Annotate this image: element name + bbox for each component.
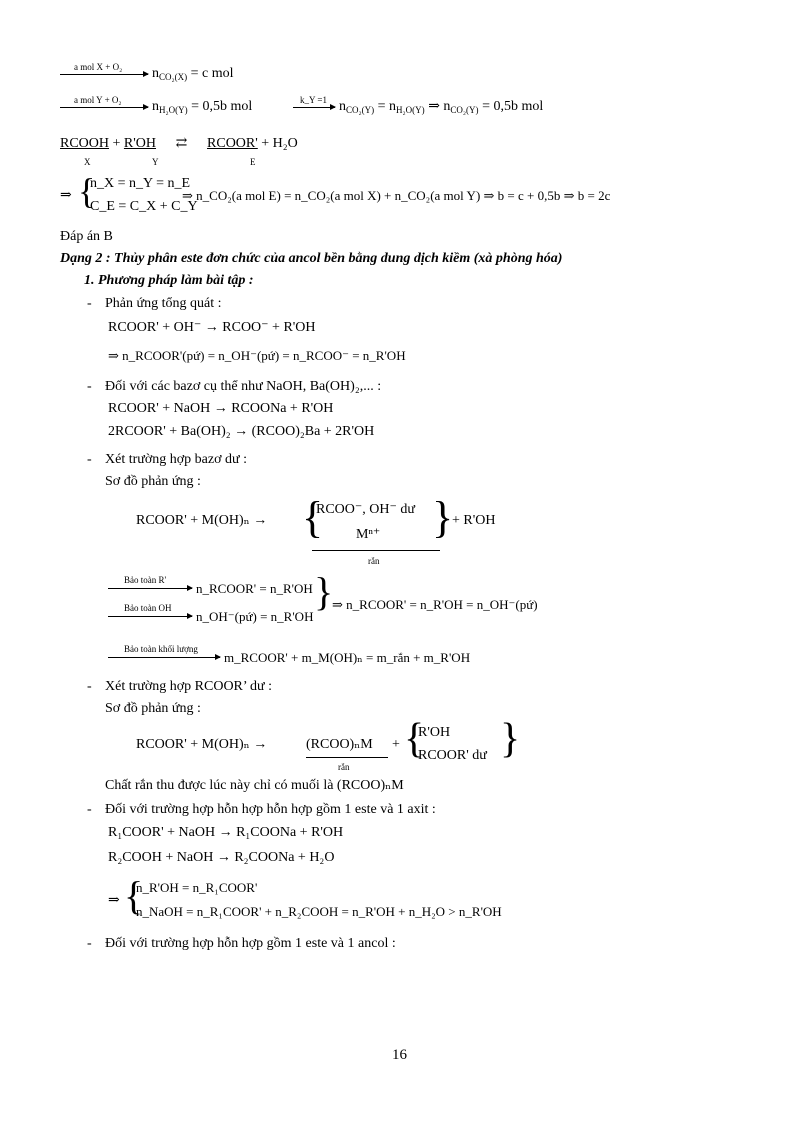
sub-heading: 1. Phương pháp làm bài tập : [84, 273, 254, 288]
equation-line-2a: $n_{H_2O(Y)} = 0,5b$ mol [152, 99, 253, 115]
implies-symbol: ⇒ [108, 893, 120, 908]
equation: ⇒ n_RCOOR'(pứ) = n_OH⁻(pứ) = n_RCOO⁻ = n_R'OH [108, 348, 406, 363]
arrow-label: a mol X + O₂ [74, 62, 123, 72]
bullet-dash: - [87, 679, 92, 694]
equation-line-2b: $n_{CO_2(Y)} = n_{H_2O(Y)}$ ⇒ $n_{CO_2(Y)} = 0,5b$ mol [339, 99, 544, 115]
implies-symbol: ⇒ [60, 188, 72, 203]
reaction-arrow [108, 588, 192, 589]
system-rhs: ⇒ n_CO₂(a mol E) = n_CO₂(a mol X) + n_CO₂(a mol Y) ⇒ b = c + 0,5b ⇒ b = 2c [182, 188, 611, 203]
bullet-dash: - [87, 936, 92, 951]
page-number: 16 [392, 1047, 407, 1063]
arrow-label: Bảo toàn OH [124, 603, 172, 613]
bullet-text: Xét trường hợp RCOOR’ dư : [105, 679, 272, 694]
equation: RCOOR' + OH⁻ → RCOO⁻ + R'OH [108, 320, 316, 335]
bullet-dash: - [87, 802, 92, 817]
bullet-dash: - [87, 379, 92, 394]
brace-left: { [302, 493, 324, 542]
box-row-2: RCOOR' dư [418, 748, 487, 763]
label-y: Y [152, 157, 159, 167]
box-row-2: Mⁿ⁺ [356, 527, 381, 542]
equation: m_RCOOR' + m_M(OH)ₙ = m_rắn + m_R'OH [224, 650, 471, 665]
equation: RCOOR' + M(OH)ₙ → [136, 737, 268, 752]
arrow-label: k_Y =1 [300, 95, 327, 105]
brace-right: } [500, 716, 521, 762]
equation: RCOOR' + M(OH)ₙ → [136, 513, 268, 528]
section-heading: Dạng 2 : Thủy phân este đơn chức của ancol bền bằng dung dịch kiềm (xà phòng hóa) [60, 251, 563, 266]
esterification-equation: RCOOH + R'OH ⇄ RCOOR' + H₂O [60, 136, 298, 151]
underbrace [306, 757, 388, 758]
bullet-text: Phản ứng tổng quát : [105, 296, 222, 311]
label-ran: rắn [368, 556, 380, 566]
box-row-1: RCOO⁻, OH⁻ dư [316, 502, 415, 517]
scheme-label: Sơ đồ phản ứng : [105, 474, 201, 489]
answer-text: Đáp án B [60, 229, 113, 244]
scheme-label: Sơ đồ phản ứng : [105, 701, 201, 716]
equation: n_RCOOR' = n_R'OH [196, 581, 313, 596]
brace-right: } [432, 493, 454, 542]
bullet-text: Đối với các bazơ cụ thể như NaOH, Ba(OH)₂,... : [105, 379, 382, 394]
brace-left: { [404, 716, 425, 762]
arrow-label: Bảo toàn R' [124, 575, 167, 585]
system-row-2: C_E = C_X + C_Y [90, 199, 198, 214]
reaction-arrow [293, 107, 335, 108]
arrow-label: a mol Y + O₂ [74, 95, 122, 105]
bullet-dash: - [87, 452, 92, 467]
bullet-dash: - [87, 296, 92, 311]
label-ran: rắn [338, 762, 350, 772]
brace-left: { [124, 873, 144, 918]
equation: 2RCOOR' + Ba(OH)₂ → (RCOO)₂Ba + 2R'OH [108, 424, 375, 439]
bullet-text: Xét trường hợp bazơ dư : [105, 452, 247, 467]
system-row-1: n_R'OH = n_R₁COOR' [136, 880, 258, 895]
plus-sign: + [392, 737, 400, 752]
brace-right: } [314, 569, 334, 614]
equation: + R'OH [452, 513, 496, 528]
brace-left: { [78, 171, 96, 211]
reaction-arrow [108, 657, 220, 658]
equation: ⇒ n_RCOOR' = n_R'OH = n_OH⁻(pứ) [332, 597, 538, 612]
equation: RCOOR' + NaOH → RCOONa + R'OH [108, 401, 334, 416]
reaction-arrow [108, 616, 192, 617]
label-x: X [84, 157, 91, 167]
underbrace [312, 550, 440, 551]
bullet-text: Đối với trường hợp hỗn hợp hỗn hợp gồm 1 este và 1 axit : [105, 802, 436, 817]
equation: R₂COOH + NaOH → R₂COONa + H₂O [108, 850, 335, 865]
equation: R₁COOR' + NaOH → R₁COONa + R'OH [108, 825, 344, 840]
note-text: Chất rắn thu được lúc này chỉ có muối là (RCOO)ₙM [105, 778, 404, 793]
label-e: E [250, 157, 256, 167]
reaction-arrow [60, 74, 148, 75]
box-row-1: R'OH [418, 725, 451, 740]
system-row-1: n_X = n_Y = n_E [90, 176, 191, 191]
bullet-text: Đối với trường hợp hỗn hợp gồm 1 este và 1 ancol : [105, 936, 396, 951]
system-row-2: n_NaOH = n_R₁COOR' + n_R₂COOH = n_R'OH + n_H₂O > n_R'OH [136, 904, 502, 919]
arrow-label: Bảo toàn khối lượng [124, 644, 198, 654]
equation-line-1: $n_{CO_2(X)} = c$ mol [152, 66, 234, 82]
equation: n_OH⁻(pứ) = n_R'OH [196, 609, 314, 624]
salt-formula: (RCOO)ₙM [306, 737, 373, 752]
reaction-arrow [60, 107, 148, 108]
